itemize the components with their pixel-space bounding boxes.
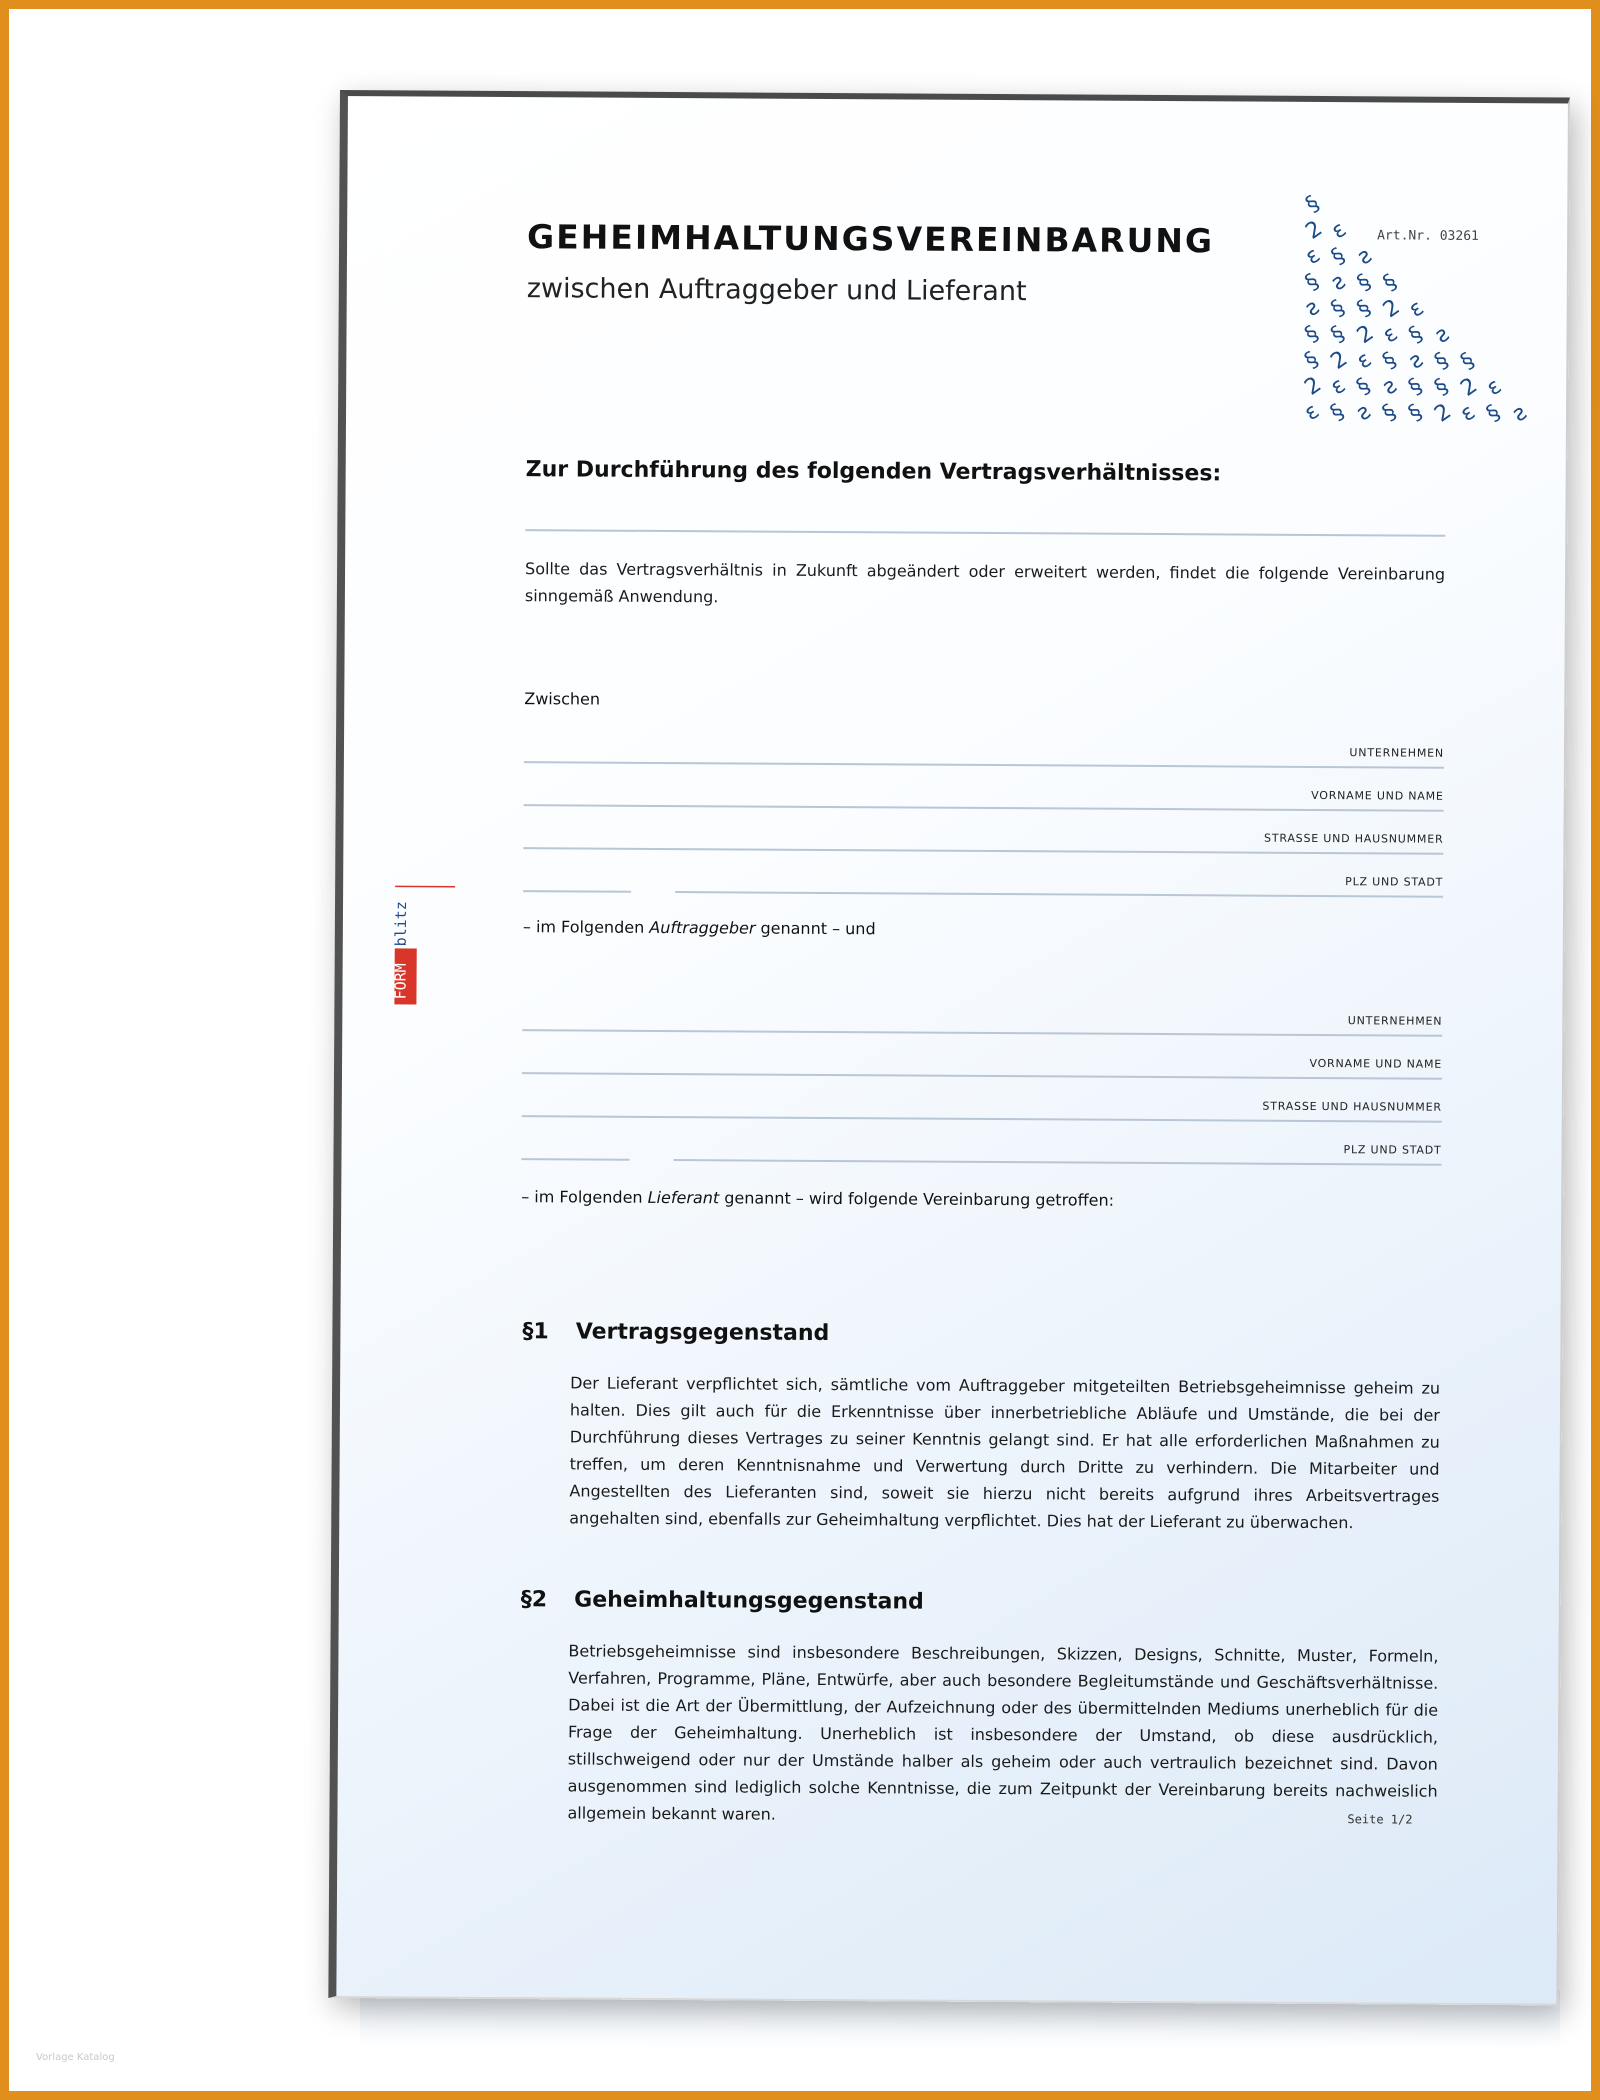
section-1-text: Der Lieferant verpflichtet sich, sämtliche vom Auftraggeber mitgeteilten Betriebsgeheimnisse geheim zu halten. Dies gilt auch für die Erkenntnisse über innerbetriebliche Abläufe und Umstände, die bei der Durchführung dieses Vertrages zu seiner Kenntnis gelangt sind. Er hat alle erforderlichen Maßnahmen zu treffen, um deren Kenntnisnahme und Verwertung durch Dritte zu verhindern. Die Mitarbeiter und Angestellten des Lieferanten sind, soweit sie hierzu nicht bereits aufgrund ihres Arbeitsvertrages angehalten sind, ebenfalls zur Geheimhaltung verpflichtet. Dies hat der Lieferant zu überwachen. xyxy=(569,1373,1441,1533)
paragraph-glyph: § xyxy=(1456,347,1480,375)
brand-part2: blitz xyxy=(391,901,411,947)
paragraph-glyph: § xyxy=(1404,321,1428,349)
party1-zip-field[interactable] xyxy=(523,890,631,893)
paragraph-glyph: § xyxy=(1403,399,1428,427)
paragraph-glyph: ε xyxy=(1300,242,1325,271)
section-2-title: Geheimhaltungsgegenstand xyxy=(574,1587,924,1615)
paragraph-glyph: ε xyxy=(1482,373,1507,402)
paragraph-glyph: § xyxy=(1300,347,1324,374)
party2-role-text: – im Folgenden Lieferant genannt – wird folgende Vereinbarung getroffen: xyxy=(521,1187,1115,1210)
party1-company-field[interactable] xyxy=(524,761,1444,769)
paragraph-glyph: 2 xyxy=(1301,216,1328,245)
section-1-number: §1 xyxy=(522,1319,549,1345)
paragraph-glyph: § xyxy=(1481,400,1506,427)
section-1 xyxy=(522,1319,1442,1350)
paragraph-glyph: § xyxy=(1430,373,1454,401)
party1-name-label: VORNAME UND NAME xyxy=(1311,788,1444,803)
document-title: GEHEIMHALTUNGSVEREINBARUNG xyxy=(526,217,1215,261)
section-2-number: §2 xyxy=(520,1587,548,1613)
paragraph-glyph: 2 xyxy=(1378,294,1405,324)
paragraph-glyph: ƨ xyxy=(1351,399,1376,427)
paragraph-glyph: § xyxy=(1326,295,1350,323)
party2-zip-field[interactable] xyxy=(521,1158,629,1161)
party2-street-field[interactable] xyxy=(522,1115,1442,1123)
paragraph-glyph: 2 xyxy=(1352,320,1379,350)
paragraph-glyph: § xyxy=(1378,269,1402,297)
party2-city-label: PLZ UND STADT xyxy=(1343,1143,1442,1157)
paragraph-glyph: ƨ xyxy=(1326,269,1351,297)
party1-street-label: STRASSE UND HAUSNUMMER xyxy=(1264,831,1444,846)
paragraph-glyph: 2 xyxy=(1326,346,1353,375)
contract-relationship-field[interactable] xyxy=(525,529,1445,537)
paragraph-glyph: ε xyxy=(1299,398,1325,427)
paragraph-glyph: ε xyxy=(1352,347,1377,375)
paragraph-glyph: ƨ xyxy=(1352,243,1377,271)
paragraph-glyph: § xyxy=(1404,373,1428,401)
party2-name-field[interactable] xyxy=(522,1072,1442,1080)
party2-street-label: STRASSE UND HAUSNUMMER xyxy=(1262,1099,1442,1114)
footer-watermark: Vorlage Katalog xyxy=(36,2052,115,2063)
party1-role-text: – im Folgenden Auftraggeber genannt – und xyxy=(522,917,876,939)
party2-company-field[interactable] xyxy=(522,1029,1442,1037)
party2-name-label: VORNAME UND NAME xyxy=(1309,1056,1443,1071)
paragraph-glyph: ƨ xyxy=(1378,373,1402,401)
intro-text: Sollte das Vertragsverhältnis in Zukunft abgeändert oder erweitert werden, findet die folgende Vereinbarung sinngemäß Anwendung. xyxy=(524,559,1446,607)
paragraph-glyph: ε xyxy=(1327,216,1352,245)
paragraph-glyph: ƨ xyxy=(1300,294,1325,322)
paragraph-glyph: § xyxy=(1301,191,1325,218)
paragraph-glyph: § xyxy=(1326,321,1350,349)
paragraph-glyph: § xyxy=(1352,295,1376,323)
paragraph-glyph: § xyxy=(1378,347,1402,375)
paragraph-glyph: § xyxy=(1300,321,1324,348)
paragraph-glyph: ƨ xyxy=(1430,321,1455,349)
paragraph-glyph: 2 xyxy=(1456,373,1483,402)
section-2 xyxy=(521,1587,1441,1618)
intro-heading: Zur Durchführung des folgenden Vertragsverhältnisses: xyxy=(525,457,1222,487)
party1-company-label: UNTERNEHMEN xyxy=(1349,746,1445,760)
party1-city-field[interactable] xyxy=(675,891,1443,898)
formblitz-logo xyxy=(391,886,419,1004)
party1-city-label: PLZ UND STADT xyxy=(1345,875,1444,889)
document-page xyxy=(328,90,1570,2005)
paragraph-glyph: ε xyxy=(1378,321,1403,349)
party2-city-field[interactable] xyxy=(673,1159,1441,1166)
paragraph-glyph: ƨ xyxy=(1404,347,1428,375)
paragraph-glyph: § xyxy=(1430,347,1454,375)
paragraph-glyph: § xyxy=(1377,399,1402,427)
paragraph-glyph: § xyxy=(1352,373,1376,401)
paragraph-glyph: § xyxy=(1325,399,1350,427)
paragraph-glyph: § xyxy=(1352,269,1376,297)
page-number: Seite 1/2 xyxy=(1347,1812,1413,1827)
section-2-text: Betriebsgeheimnisse sind insbesondere Beschreibungen, Skizzen, Designs, Schnitte, Muster, Formeln, Verfahren, Programme, Pläne, Entwürfe, aber auch besondere Begleitumstände und Geschäftsverhältnisse. Dabei ist die Art der Übermittlung, der Aufzeichnung oder des übermittelnden Mediums unerheblich für die Frage der Geheimhaltung. Unerheblich ist insbesondere der Umstand, ob diese ausdrücklich, stillschweigend oder nur der Umstände halber als geheim oder auch vertraulich bezeichnet sind. Davon ausgenommen sind lediglich solche Kenntnisse, die zum Zeitpunkt der Vereinbarung bereits nachweislich allgemein bekannt waren. xyxy=(567,1641,1439,1824)
brand-part1: FORM xyxy=(391,963,410,1000)
paragraph-glyph: § xyxy=(1300,269,1324,296)
party2-company-label: UNTERNEHMEN xyxy=(1347,1014,1443,1028)
party1-name-field[interactable] xyxy=(524,804,1444,812)
party1-street-field[interactable] xyxy=(523,847,1443,855)
paragraph-glyph: ε xyxy=(1404,295,1429,323)
document-subtitle: zwischen Auftraggeber und Lieferant xyxy=(526,273,1027,308)
paragraph-sign-pattern-icon xyxy=(1299,191,1537,433)
party2-role-emphasis: Lieferant xyxy=(647,1187,720,1208)
paragraph-glyph: 2 xyxy=(1300,372,1327,401)
paragraph-glyph: ƨ xyxy=(1507,400,1532,428)
paragraph-glyph: ε xyxy=(1455,399,1481,428)
paragraph-glyph: § xyxy=(1326,243,1351,271)
paragraph-glyph: ε xyxy=(1326,372,1351,401)
party1-role-emphasis: Auftraggeber xyxy=(649,917,756,938)
zwischen-label: Zwischen xyxy=(524,689,601,709)
article-number: Art.Nr. 03261 xyxy=(1377,228,1479,244)
paragraph-glyph: 2 xyxy=(1430,398,1456,428)
section-1-title: Vertragsgegenstand xyxy=(575,1319,830,1347)
